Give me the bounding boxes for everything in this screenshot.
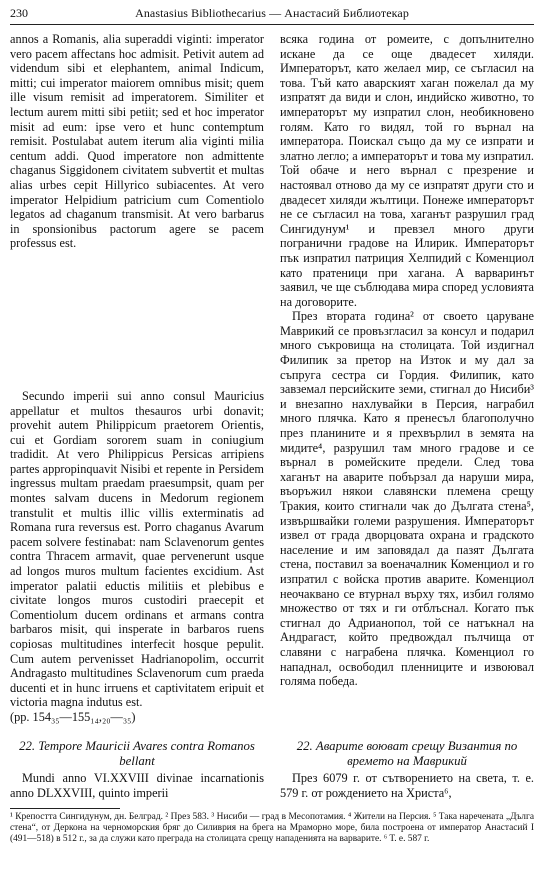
bulgarian-paragraph-1: всяка година от ромеите, с допълнително искане да се още двадесет хиляди. Императорът, като желаел мир, се съгласил на това. Тъй като аварският хаган пожелал да му изпратят да види и слон, индийско животно, то императорът му изпратил слон, необикновено голям. Като го видял, той го върнал на императора. Поискал също да му се изпрати и златно легло; а императорът и това му изпратил. Той обаче и него върнал с презрение и настоявал отново да му се изпратят други сто и двадесет хиляди жълтици. Понеже императорът не се съгласил на това, хаганът разрушил град Сингидунум¹ и превзел много други погранични градове на Илирик. Императорът пък изпратил патриция Хелпидий с Коменциол като пратеници при хагана. А варваринът заявил, че ще съблюдава мира според условията на договорите.	[280, 32, 534, 309]
bulgarian-section-heading: 22. Аварите воюват срещу Византия по времето на Маврикий	[296, 739, 518, 768]
footnotes	[10, 812, 534, 845]
latin-section-start	[10, 771, 264, 800]
footnote-text: ¹ Крепостта Сингидунум, дн. Белград. ² През 583. ³ Нисиби — град в Месопотамия. ⁴ Жители на Персия. ⁵ Така наречената „Дълга стена“, от Деркона на черноморския бряг до Силиврия на брега на Мраморно море, била построена от император Анастасий I (491—518) в 512 г., за да служи като преграда на столицата срещу нападенията на варварите. ⁶ Т. е. 587 г.	[10, 812, 534, 844]
latin-paragraph-2: Secundo imperii sui anno consul Mauricius appellatur et multos thesauros urbi donavit; provehit autem Philippicum praetorem Orientis, cui et Gordiam sororem suam in coniugium tradidit. At vero Philippicus Persicas arripiens partes appropinquavit Nisibi et repente in Persidem ingressus multam praedam praesumpsit, quam per montes salvam ducens in Medorum regionem transtulit et multis illic villis exterminatis ad Romana rura reversus est. Porro chaganus Avarum pacem solvere festinabat: nam Sclavenorum gentes contra Thracem armavit, quae pervenerunt usque ad longos muros multum facientes excidium. Ast imperator palatii eductis militiis et plebibus e civitate longos muros custodiri praecepit et Comentiolum ducem ordinans et armans contra barbaros misit, qui insperate in barbaros ruens copiosas multitudines interfecit hosque pepulit. Cum autem pervenisset Hadrianopolim, occurrit Andragasto multitudines Sclavenorum cum praeda ducenti et in hunc irruens et captivitatem eripuit et victoria magna indutus est.	[10, 388, 264, 710]
latin-column	[10, 32, 264, 725]
footnote-rule	[10, 808, 120, 809]
source-reference: (pp. 154₃₅—155₁₄,₂₀—₃₅)	[10, 709, 136, 724]
bulgarian-column	[280, 32, 534, 689]
bulgarian-section-text: През 6079 г. от сътворението на света, т. е. 579 г. от рождението на Христа⁶,	[280, 771, 534, 800]
page-number: 230	[10, 6, 28, 20]
latin-section-text: Mundi anno VI.XXVIII divinae incarnationis anno DLXXVIII, quinto imperii	[10, 771, 264, 800]
latin-paragraph-1: annos a Romanis, alia superaddi viginti: imperator vero pacem affectans hoc admisit. Petivit autem ad videndum sibi et elephantem, animal Indicum, mitti; cui imperator maiorem omnibus misit; quem ille visum remisit ad imperatorem. Similiter et lectum aurem mitti sibi petiit; sed et hoc imperator misit ad eum: ipse vero et hunc contemptum remisit. Postulabat autem iterum alia viginti milia centum addi. Quod imperatore non admittente chaganus Siggidonem civitatem subvertit et multas alias urbes cepit Hillyrico subiacentes. At vero imperator Helpidium patricium cum Comentiolo legatos ad chaganum transmisit. At vero barbarus in sponsionibus pactorum agere se pacem professus est.	[10, 32, 264, 251]
running-title: Anastasius Bibliothecarius — Анастасий Библиотекар	[135, 6, 409, 20]
bulgarian-paragraph-2: През втората година² от своето царуване Маврикий се провъзгласил за консул и подарил много съкровища на столицата. Той издигнал Филипик за претор на Изток и му дал за съпруга сестра си Гордия. Филипик, като завземал персийските земи, стигнал до Нисиби³ и внезапно нахлувайки в Персия, награбил много плячка. Като я пренесъл благополучно през планините и я прехвърлил в земята на мидите⁴, разрушил там много градове и се върнал в ромейските предели. След това хаганът на аварите побързал да наруши мира, въоръжил някои славянски племена срещу Тракия, които стигнали чак до Дългата стена⁵, извършвайки големи разрушения. Императорът извел от града дворцовата охрана и градското население и им заповядал да пазят Дългата стена, поставил за военачалник Коменциол и го изпратил с войска против аварите. Коменциол неочаквано се втурнал върху тях, избил голямо множество от тях и ги отблъснал. Когато пък стигнал до Адрианопол, той се натъкнал на Андрагаст, който предвождал пълчища от славяни с награбена плячка. Коменциол го нападнал, освободил пленниците и извоювал голяма победа.	[280, 309, 534, 689]
latin-section-heading: 22. Tempore Mauricii Avares contra Romanos bellant	[19, 739, 255, 768]
running-header	[10, 4, 534, 25]
bulgarian-section-start	[280, 771, 534, 800]
